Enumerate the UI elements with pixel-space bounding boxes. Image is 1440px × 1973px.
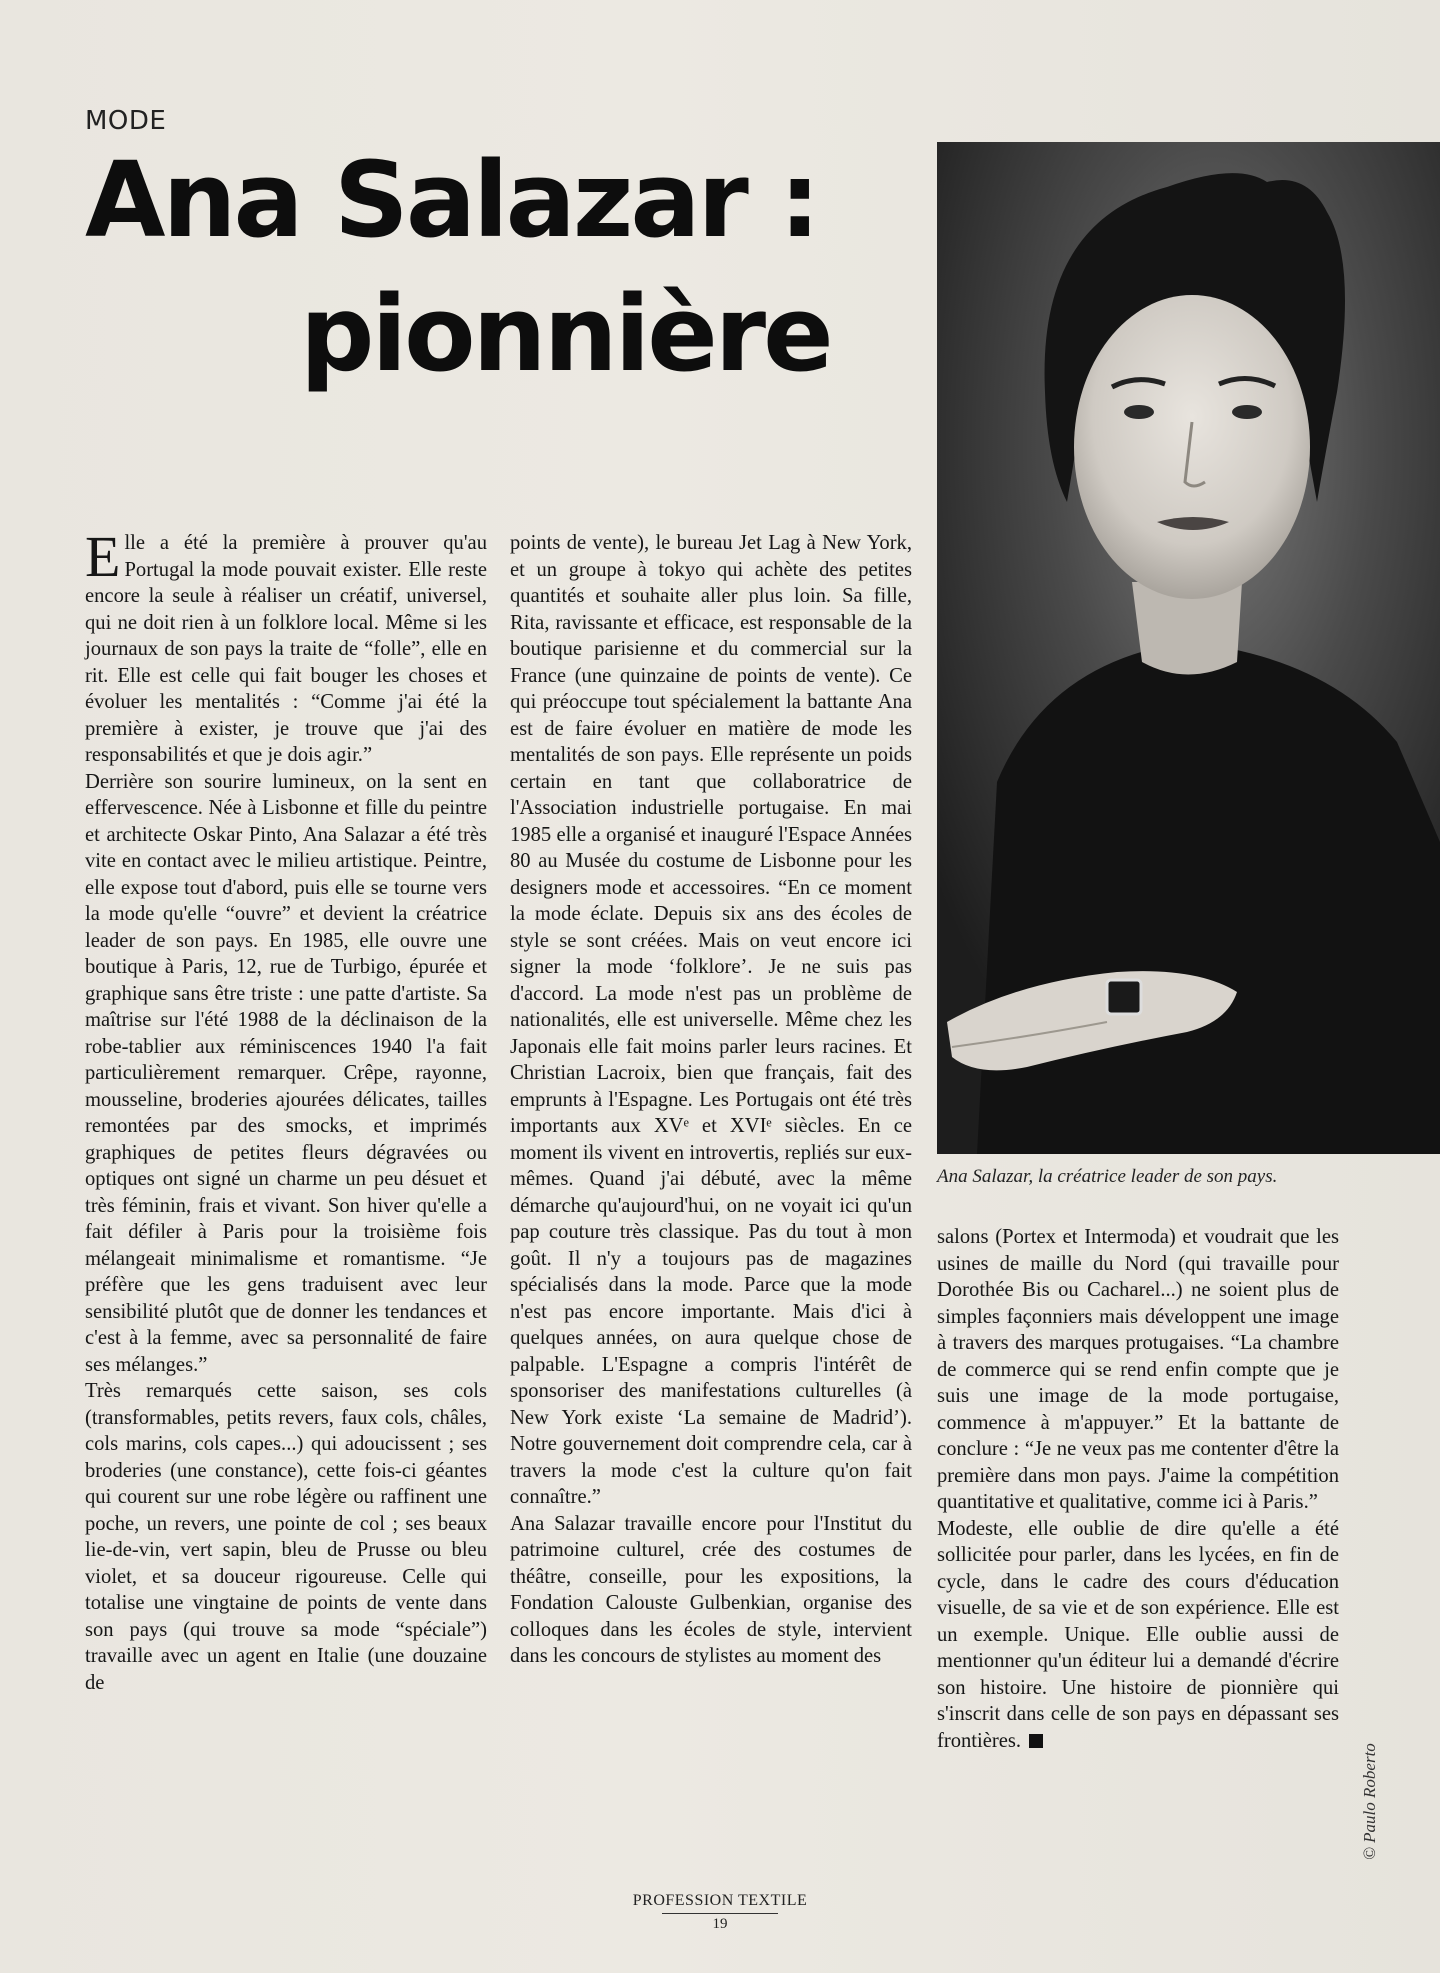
article-paragraph: Derrière son sourire lumineux, on la sent en effervescence. Née à Lisbonne et fille du peintre et architecte Oskar Pinto, Ana Salazar a été très vite en contact avec le milieu artistique. Peintre, elle expose tout d'abord, puis elle se tourne vers la mode qu'elle “ouvre” et devient la créatrice leader de son pays. En 1985, elle ouvre une boutique à Paris, 12, rue de Turbigo, épurée et graphique sans être triste : une patte d'artiste. Sa maîtrise sur l'été 1988 de la déclinaison de la robe-tablier aux réminiscences 1940 l'a fait particulièrement remarquer. Crêpe, rayonne, mousseline, broderies ajourées délicates, tailles remontées par des smocks, et imprimés graphiques de petites fleurs dégravées ou optiques ont signé un charme un peu désuet et très féminin, frais et vivant. Son hiver qu'elle a fait défiler à Paris pour la troisième fois mélangeait minimalisme et romantisme. “Je préfère que les gens traduisent avec leur sensibilité plutôt que de donner les tendances et c'est à la femme, avec sa personnalité de faire ses mélanges.” [85,770,487,1376]
page-number: 19 [712,1916,728,1932]
section-label: MODE [85,106,167,136]
article-paragraph [85,524,487,769]
article-paragraph-text: lle a été la première à prouver qu'au Portugal la mode pouvait exister. Elle reste encore la seule à réaliser un créatif, universel, qui ne doit rien à un folklore local. Même si les journaux de son pays la traite de “folle”, elle en rit. Elle est celle qui fait bouger les choses et évoluer les mentalités : “Comme j'ai été la première à exister, je trouve que j'ai des responsabilités et que je dois agir.” [85,532,487,766]
publication-name: PROFESSION TEXTILE [632,1892,808,1909]
article-paragraph [937,1516,1339,1755]
article-column-1 [85,524,487,1696]
article-paragraph: Très remarqués cette saison, ses cols (transformables, petits revers, faux cols, châles, cols marins, cols capes...) qui adoucissent ; ses broderies (une constance), cette fois-ci géantes qui courent sur une robe légère ou raffinent une poche, un revers, une pointe de col ; ses beaux lie-de-vin, vert sapin, bleu de Prusse ou bleu violet, et sa douceur rigoureuse. Celle qui totalise une vingtaine de points de vente dans son pays (qui trouve sa mode “spéciale”) travaille avec un agent en Italie (une douzaine de [85,1380,487,1694]
portrait-photo [937,142,1440,1154]
footer-divider [662,1913,778,1914]
article-column-2 [510,530,912,1670]
drop-cap: E [85,524,121,589]
headline-line-2: pionnière [300,273,831,395]
article-paragraph: Ana Salazar travaille encore pour l'Institut du patrimoine culturel, crée des costumes de théâtre, conseille, pour les expositions, la Fondation Calouste Gulbenkian, organise des colloques dans les écoles de style, intervient dans les concours de stylistes au moment des [510,1512,912,1667]
article-paragraph: salons (Portex et Intermoda) et voudrait que les usines de maille du Nord (qui travaille pour Dorothée Bis ou Cacharel...) ne soient plus de simples façonniers mais développent une image à travers des marques protugaises. “La chambre de commerce qui se rend enfin compte que je suis une image de la mode portugaise, commence à m'appuyer.” Et la battante de conclure : “Je ne veux pas me contenter d'être la première dans mon pays. J'aime la compétition quantitative et qualitative, comme ici à Paris.” [937,1226,1339,1513]
article-paragraph-text: Modeste, elle oublie de dire qu'elle a été sollicitée pour parler, dans les lycées, en fin de cycle, dans le cadre des cours d'éducation visuelle, de sa vie et de son expérience. Elle est un exemple. Unique. Elle oublie aussi de mentionner qu'un éditeur lui a demandé d'écrire son histoire. Une histoire de pionnière qui s'inscrit dans celle de son pays en dépassant ses frontières. [937,1517,1339,1752]
article-column-3 [937,1224,1339,1754]
portrait-photo-icon [937,142,1440,1154]
headline-line-1: Ana Salazar : [85,139,818,261]
end-of-article-icon [1029,1734,1043,1748]
photo-caption: Ana Salazar, la créatrice leader de son pays. [937,1166,1278,1187]
article-paragraph: points de vente), le bureau Jet Lag à New York, et un groupe à tokyo qui achète des petites quantités et souhaite aller plus loin. Sa fille, Rita, ravissante et efficace, est responsable de la boutique parisienne et du commercial sur la France (une quinzaine de points de vente). Ce qui préoccupe tout spécialement la battante Ana est de faire évoluer en matière de mode les mentalités de son pays. Elle représente un poids certain en tant que collaboratrice de l'Association industrielle portugaise. En mai 1985 elle a organisé et inauguré l'Espace Années 80 au Musée du costume de Lisbonne pour les designers mode et accessoires. “En ce moment la mode éclate. Depuis six ans des écoles de style se sont créées. Mais on veut encore ici signer la mode ‘folklore’. Je ne suis pas d'accord. La mode n'est pas un problème de nationalités, elle est universelle. Même chez les Japonais elle fait moins parler leurs racines. Et Christian Lacroix, bien que français, fait des emprunts à l'Espagne. Les Portugais ont été très importants aux XVᵉ et XVIᵉ siècles. En ce moment ils vivent en introvertis, repliés sur eux-mêmes. Quand j'ai débuté, avec la même démarche qu'aujourd'hui, on ne voyait ici qu'un pap couture très classique. Pas du tout à mon goût. Il n'y a toujours pas de magazines spécialisés dans la mode. Parce que la mode n'est pas encore importante. Mais d'ici à quelques années, on aura quelque chose de palpable. L'Espagne a compris l'intérêt de sponsoriser des manifestations culturelles (à New York existe ‘La semaine de Madrid’). Notre gouvernement doit comprendre cela, car à travers la mode c'est la culture qu'on fait connaître.” [510,532,912,1508]
photo-credit: © Paulo Roberto [1360,1743,1379,1860]
